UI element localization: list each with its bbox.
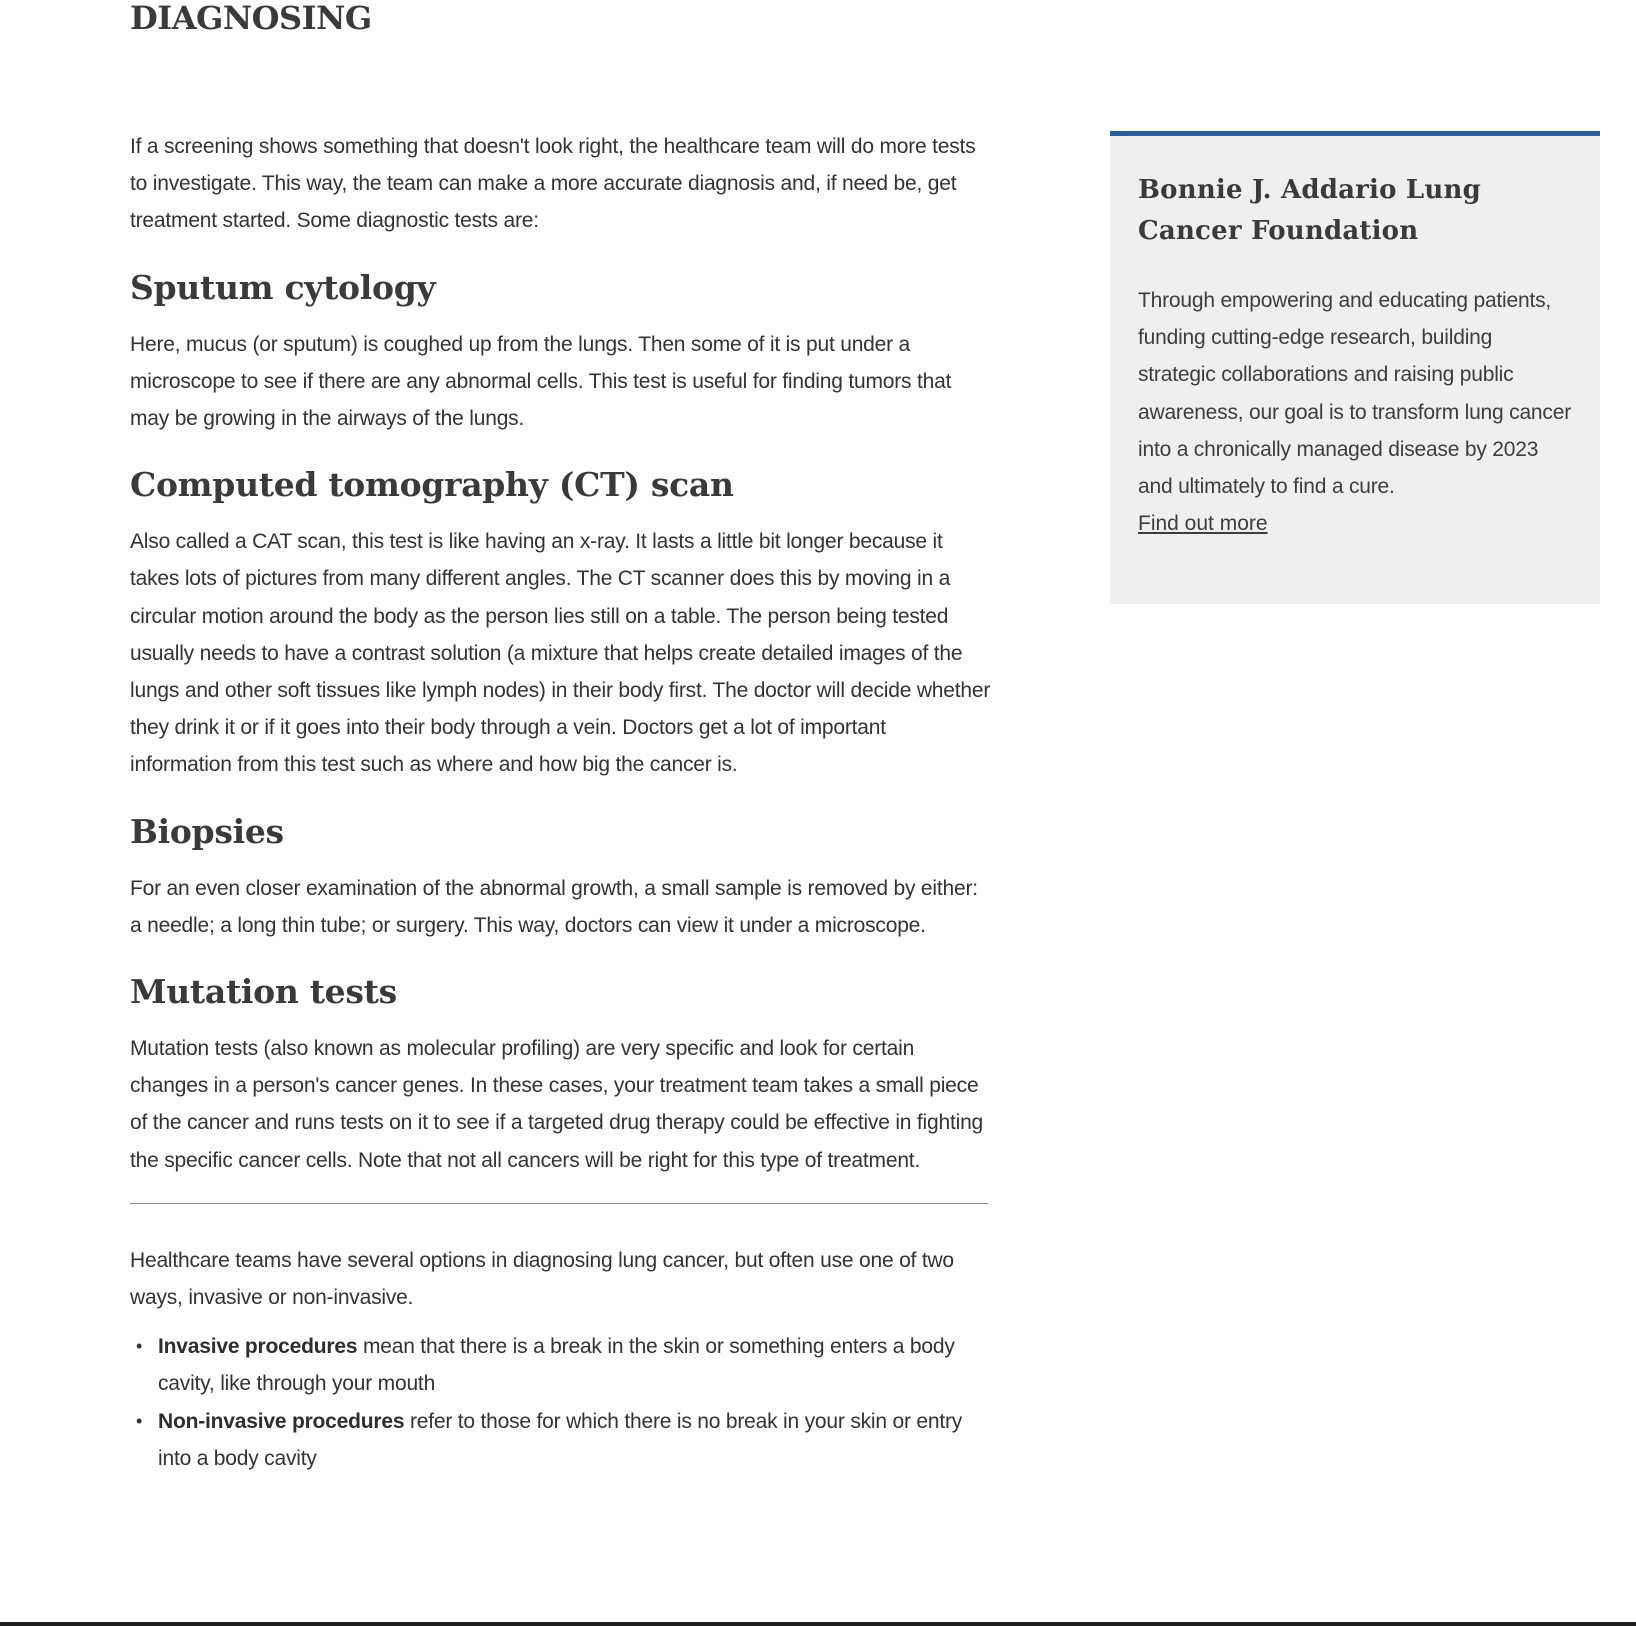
section-body-ct-scan: Also called a CAT scan, this test is like having an x-ray. It lasts a little bit longer because it takes lots of pictures from many different angles. The CT scanner does this by moving in a circular motion around the body as the person lies still on a table. The person being tested usually needs to have a contrast solution (a mixture that helps create detailed images of the lungs and other soft tissues like lymph nodes) in their body first. The doctor will decide whether they drink it or if it goes into their body through a vein. Doctors get a lot of important information from this test such as where and how big the cancer is.	[130, 530, 991, 777]
section-divider	[130, 1203, 988, 1204]
section-heading-biopsies: Biopsies	[130, 811, 284, 851]
bullet-icon: •	[136, 1410, 143, 1431]
list-item-term: Invasive procedures	[158, 1335, 358, 1359]
procedures-list	[130, 1328, 992, 1477]
list-item-term: Non-invasive procedures	[158, 1409, 405, 1433]
bullet-icon: •	[136, 1336, 143, 1357]
list-item-description: refer to those for which there is no break in your skin or entry into a body cavity	[158, 1409, 963, 1470]
foundation-sidebar-card	[1110, 131, 1600, 604]
article-body	[130, 128, 992, 1477]
page-title: DIAGNOSING	[130, 0, 372, 37]
list-item-description: mean that there is a break in the skin or something enters a body cavity, like through your mouth	[158, 1335, 955, 1396]
section-body-mutation-tests: Mutation tests (also known as molecular profiling) are very specific and look for certain changes in a person's cancer genes. In these cases, your treatment team takes a small piece of the cancer and runs tests on it to see if a targeted drug therapy could be effective in fighting the specific cancer cells. Note that not all cancers will be right for this type of treatment.	[130, 1037, 984, 1172]
section-heading-mutation-tests: Mutation tests	[130, 972, 397, 1012]
section-heading-ct-scan: Computed tomography (CT) scan	[130, 465, 734, 505]
summary-paragraph: Healthcare teams have several options in diagnosing lung cancer, but often use one of two ways, invasive or non-invasive.	[130, 1248, 954, 1310]
window-bottom-edge	[0, 1622, 1636, 1626]
intro-paragraph: If a screening shows something that doesn't look right, the healthcare team will do more tests to investigate. This way, the team can make a more accurate diagnosis and, if need be, get treatment started. Some diagnostic tests are:	[130, 135, 976, 233]
find-out-more-link[interactable]: Find out more	[1138, 512, 1268, 536]
section-body-sputum-cytology: Here, mucus (or sputum) is coughed up from the lungs. Then some of it is put under a microscope to see if there are any abnormal cells. This test is useful for finding tumors that may be growing in the airways of the lungs.	[130, 332, 952, 431]
list-item	[136, 1328, 992, 1402]
sidebar-title: Bonnie J. Addario Lung Cancer Foundation	[1138, 175, 1481, 246]
section-heading-sputum-cytology: Sputum cytology	[130, 267, 436, 307]
section-body-biopsies: For an even closer examination of the abnormal growth, a small sample is removed by either: a needle; a long thin tube; or surgery. This way, doctors can view it under a microscope.	[130, 876, 978, 937]
list-item	[136, 1403, 992, 1477]
sidebar-description: Through empowering and educating patients, funding cutting-edge research, building strategic collaborations and raising public awareness, our goal is to transform lung cancer into a chronically managed disease by 2023 and ultimately to find a cure.	[1138, 289, 1571, 499]
